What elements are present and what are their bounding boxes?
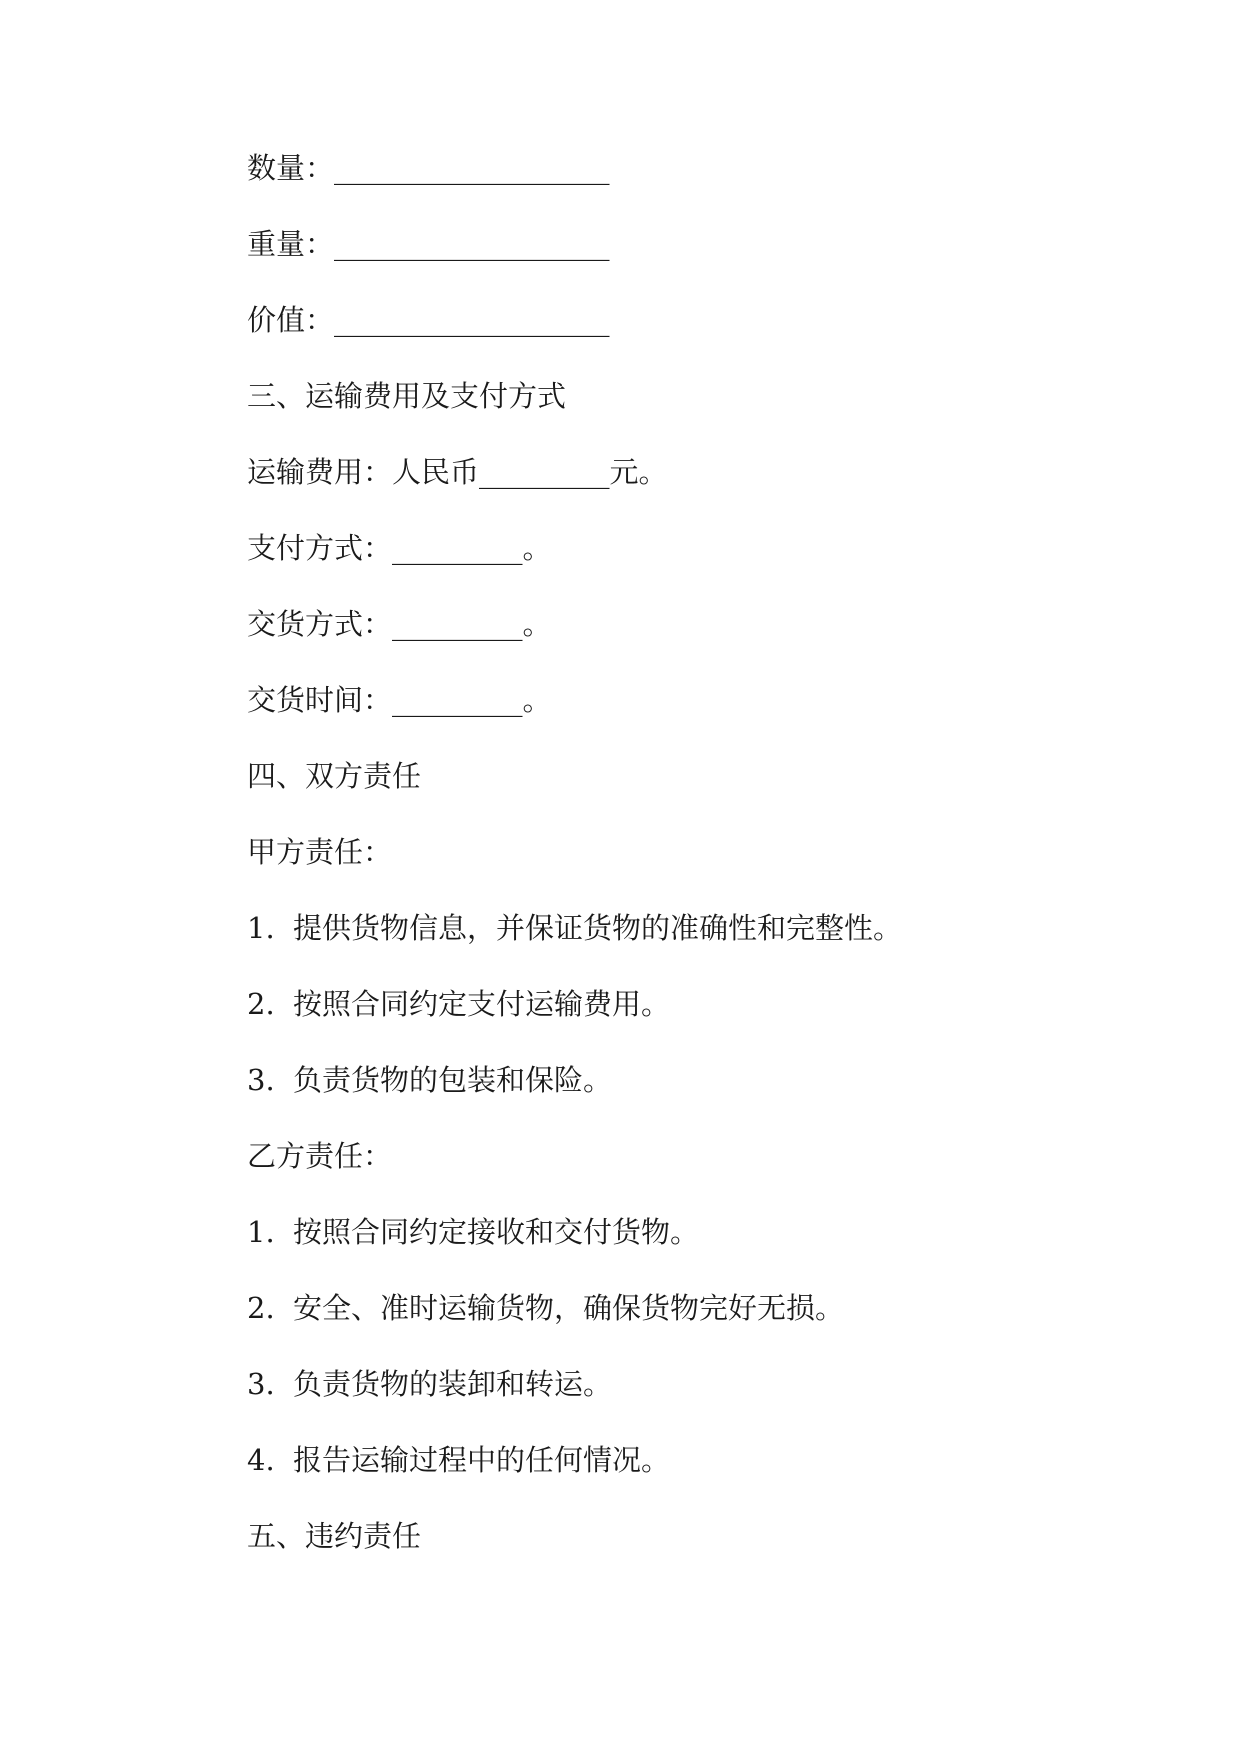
list-item [247,908,1047,984]
delivery-time-field: 交货时间：_________。 [247,683,552,717]
document-body [247,148,1047,1592]
list-item-number: 2. [247,987,275,1021]
list-item-number: 3. [247,1367,275,1401]
list-item [247,1212,1047,1288]
list-item [247,984,1047,1060]
quantity-field: 数量：___________________ [247,151,610,185]
list-item-number: 3. [247,1063,275,1097]
list-item-number: 1. [247,911,275,945]
list-item [247,1288,1047,1364]
list-item [247,1440,1047,1516]
value-field: 价值：___________________ [247,303,610,337]
list-item-text: 负责货物的包装和保险。 [293,1063,613,1097]
list-item-text: 负责货物的装卸和转运。 [293,1367,613,1401]
list-item-text: 按照合同约定支付运输费用。 [293,987,671,1021]
payment-method-field: 支付方式：_________。 [247,531,552,565]
list-item-text: 安全、准时运输货物，确保货物完好无损。 [293,1291,845,1325]
transport-fee-field: 运输费用：人民币_________元。 [247,455,668,489]
list-item-number: 1. [247,1215,275,1249]
list-item-number: 4. [247,1443,275,1477]
list-item-text: 按照合同约定接收和交付货物。 [293,1215,700,1249]
list-item-text: 提供货物信息，并保证货物的准确性和完整性。 [293,911,903,945]
section-five-heading: 五、违约责任 [247,1519,422,1553]
section-three-heading: 三、运输费用及支付方式 [247,379,567,413]
delivery-method-field: 交货方式：_________。 [247,607,552,641]
list-item [247,1060,1047,1136]
list-item-number: 2. [247,1291,275,1325]
list-item-text: 报告运输过程中的任何情况。 [293,1443,671,1477]
party-a-heading: 甲方责任： [247,835,393,869]
party-b-heading: 乙方责任： [247,1139,393,1173]
section-four-heading: 四、双方责任 [247,759,422,793]
list-item [247,1364,1047,1440]
weight-field: 重量：___________________ [247,227,610,261]
